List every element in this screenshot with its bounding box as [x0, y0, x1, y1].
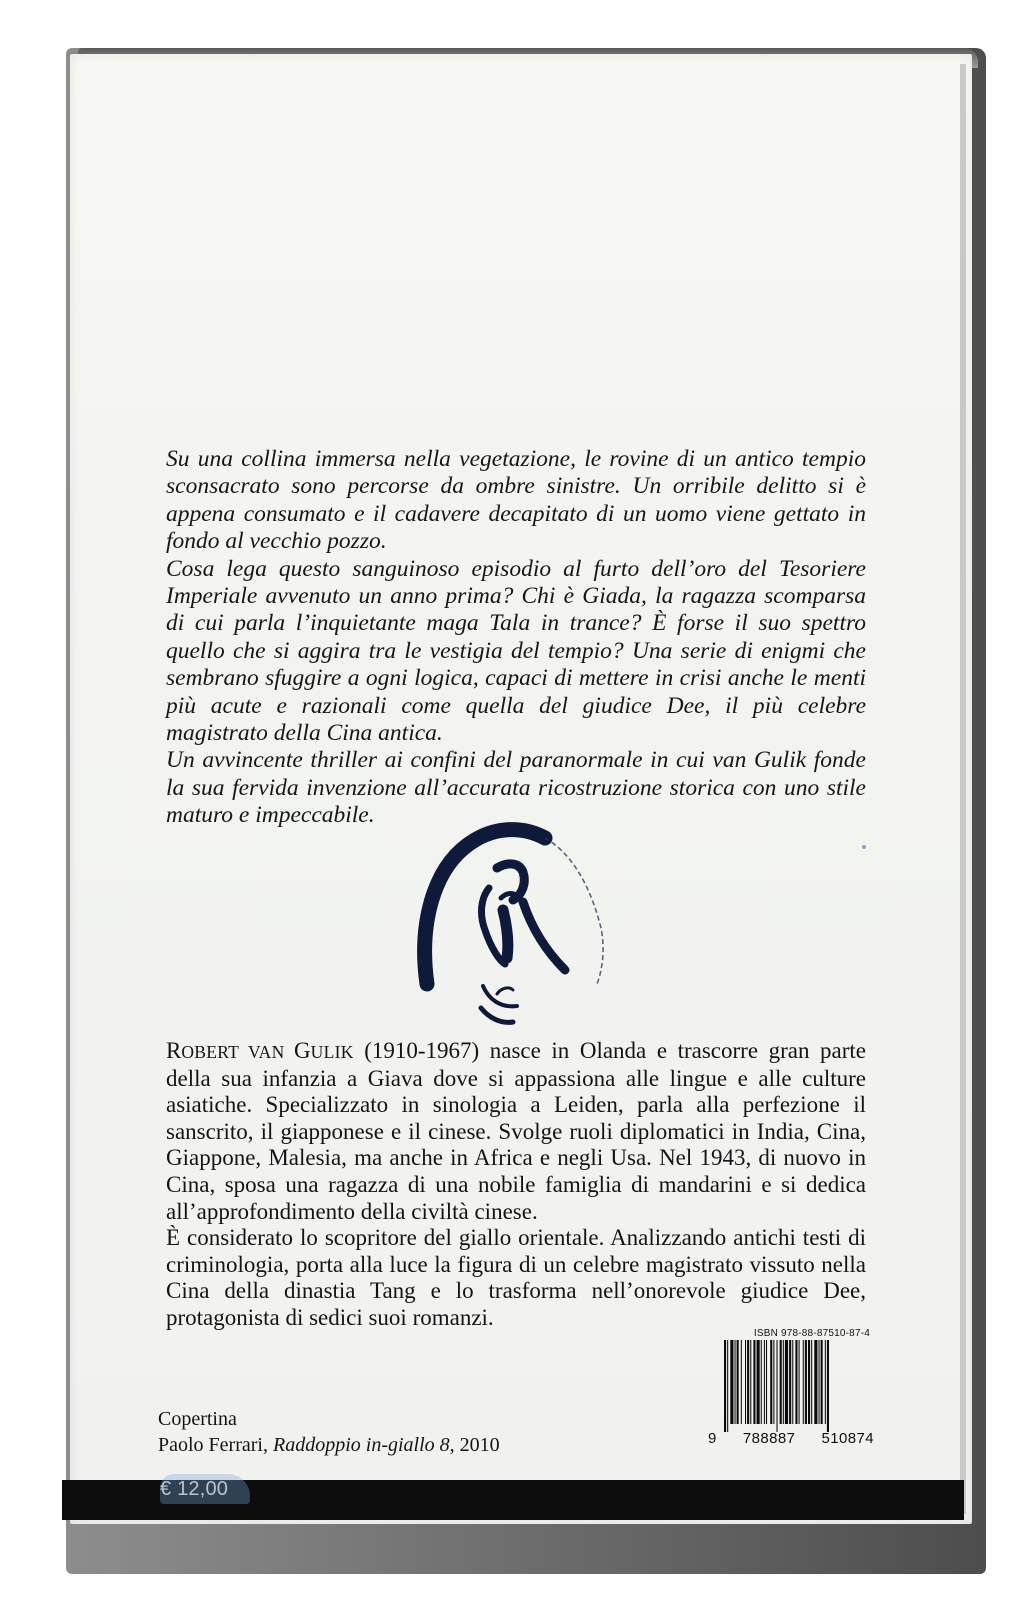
barcode-bar [821, 1340, 823, 1424]
barcode-bar [753, 1340, 755, 1424]
synopsis-paragraph-3: Un avvincente thriller ai confini del paranormale in cui van Gulik fonde la sua fervida invenzione all’accurata ricostruzione storica con uno stile maturo e impeccabile. [166, 747, 866, 829]
synopsis-paragraph-1: Su una collina immersa nella vegetazione, le rovine di un antico tempio sconsacrato sono percorse da ombre sinistre. Un orribile delitto si è appena consumato e il cadavere decapitato di un uomo viene gettato in fondo al vecchio pozzo. [166, 446, 866, 555]
barcode-bar [724, 1340, 726, 1432]
barcode-bar [766, 1340, 767, 1424]
barcode-bar [761, 1340, 762, 1424]
barcode-icon [722, 1340, 870, 1440]
barcode-bar [773, 1340, 774, 1424]
barcode-bar [747, 1340, 749, 1424]
author-name-last-rest: ULIK [310, 1042, 354, 1062]
author-name-initial-first: R [166, 1038, 182, 1063]
barcode-digits-mid: 788887 [742, 1430, 796, 1447]
barcode-bar [750, 1340, 751, 1424]
barcode-digits-last: 510874 [821, 1430, 874, 1447]
credits-year: , 2010 [449, 1434, 500, 1456]
barcode-bar [795, 1340, 797, 1424]
barcode-bar [825, 1340, 826, 1424]
price-label: € 12,00 [160, 1478, 229, 1500]
barcode-bar [777, 1340, 778, 1432]
barcode-bar [745, 1340, 746, 1424]
barcode-bar [727, 1340, 728, 1432]
isbn-label: ISBN 978-88-87510-87-4 [753, 1328, 870, 1339]
author-name-initial-last: G [294, 1038, 311, 1063]
blue-dot-mark [862, 845, 866, 849]
brush-ink-figure-icon [405, 818, 615, 1030]
barcode-bar [737, 1340, 739, 1424]
barcode-bar [805, 1340, 807, 1424]
barcode-bar [730, 1340, 733, 1424]
barcode-bar [808, 1340, 810, 1424]
cover-credits [158, 1406, 500, 1458]
barcode-bar [785, 1340, 788, 1424]
author-bio-paragraph-2: È considerato lo scopritore del giallo orientale. Analizzando antichi testi di criminologia, porta alla luce la figura di un celebre magistrato vissuto nella Cina della dinastia Tang e lo trasforma nell’onorevole giudice Dee, protagonista di sedici suoi romanzi. [166, 1225, 866, 1330]
barcode-bar [780, 1340, 782, 1424]
barcode-bar [799, 1340, 800, 1424]
author-name-first-rest: OBERT VAN [181, 1042, 295, 1062]
spine-edge [960, 64, 966, 1514]
barcode-bar [827, 1340, 829, 1432]
author-bio-text-1: (1910-1967) nasce in Olanda e trascorre gran parte della sua infanzia a Giava dove si appassiona alle lingue e alle culture asiatiche. Specializzato in sinologia a Leiden, parla alla perfezione il sanscrito, il giapponese e il cinese. Svolge ruoli diplomatici in India, Cina, Giappone, Malesia, ma anche in Africa e negli Usa. Nel 1943, di nuovo in Cina, sposa una ragazza di una nobile famiglia di mandarini e si dedica all’approfondimento della civiltà cinese. [166, 1038, 866, 1224]
synopsis-blurb [166, 446, 866, 830]
barcode-bar [803, 1340, 804, 1424]
barcode-bar [735, 1340, 736, 1424]
barcode-bar [792, 1340, 793, 1424]
barcode-bar [783, 1340, 784, 1424]
barcode-bar [764, 1340, 765, 1424]
barcode-bar [757, 1340, 760, 1424]
barcode-bar [814, 1340, 817, 1424]
credits-line-1: Copertina [158, 1408, 237, 1430]
barcode-bar [741, 1340, 742, 1424]
author-bio-paragraph-1 [166, 1038, 866, 1225]
barcode-bar [789, 1340, 791, 1424]
synopsis-paragraph-2: Cosa lega questo sanguinoso episodio al furto dell’oro del Tesoriere Imperiale avvenuto un anno prima? Chi è Giada, la ragazza scomparsa di cui parla l’inquietante maga Tala in trance? È forse il suo spettro quello che si aggira tra le vestigia del tempio? Una serie di enigmi che sembrano sfuggire a ogni logica, capaci di mettere in crisi anche le menti più acute e razionali come quella del giudice Dee, il più celebre magistrato della Cina antica. [166, 555, 866, 747]
credits-series-title: Raddoppio in-giallo 8 [272, 1434, 450, 1456]
barcode-bar [770, 1340, 772, 1424]
barcode-digit-first: 9 [708, 1430, 717, 1447]
barcode-bar [819, 1340, 820, 1424]
credits-artist: Paolo Ferrari, [158, 1434, 273, 1456]
barcode-bar [811, 1340, 812, 1424]
credits-line-2 [158, 1432, 500, 1458]
author-bio [166, 1038, 866, 1332]
barcode-digits [708, 1430, 874, 1447]
